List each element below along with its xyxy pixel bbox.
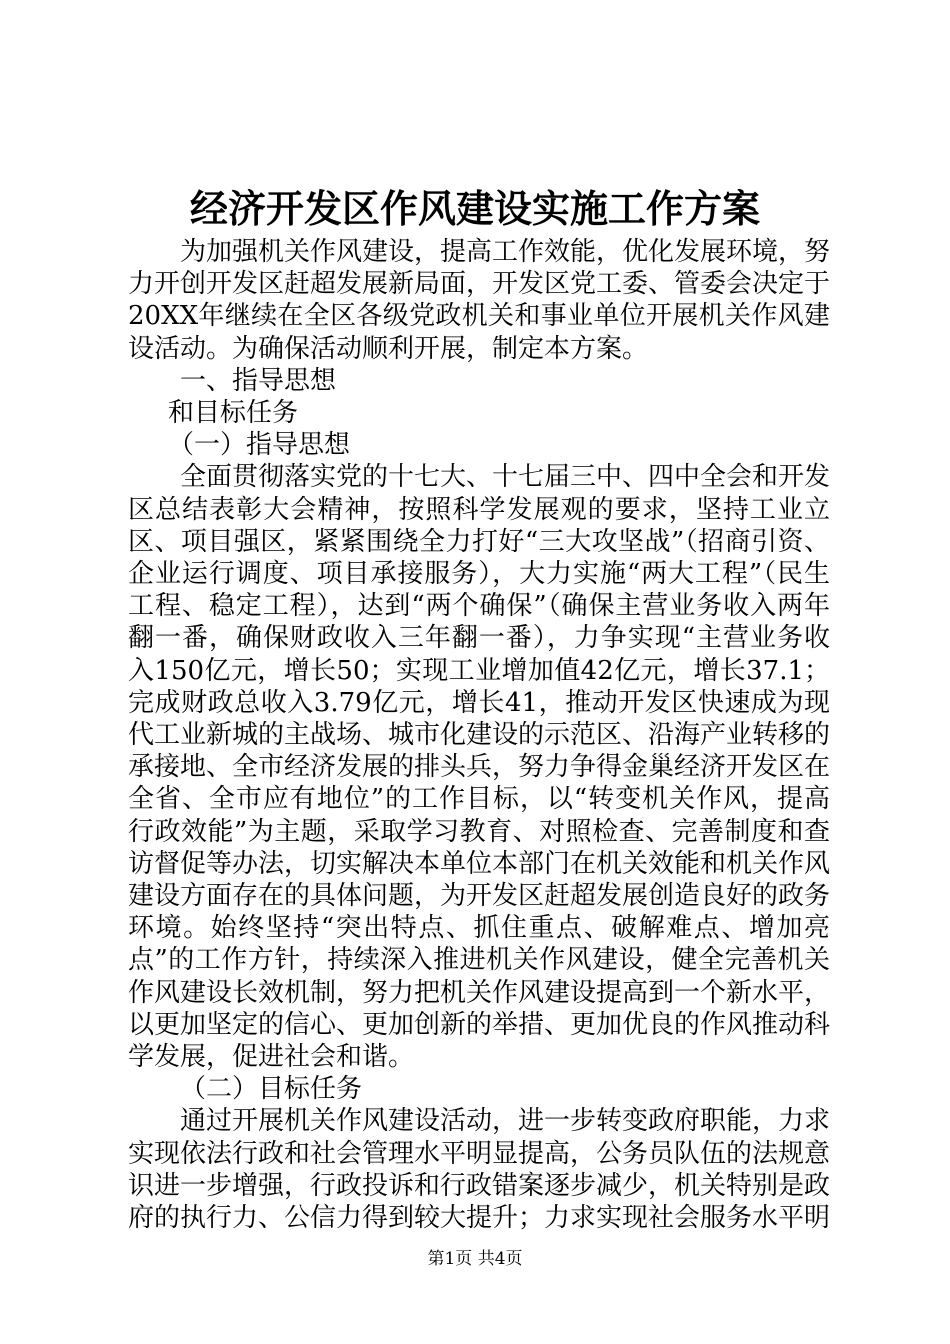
document-title: 经济开发区作风建设实施工作方案 bbox=[189, 186, 760, 231]
subsection-heading-2: （二）目标任务 bbox=[180, 1074, 363, 1105]
guiding-thought-paragraph: 全面贯彻落实党的十七大、十七届三中、四中全会和开发区总结表彰大会精神，按照科学发展观的要求，坚持工业立区、项目强区，紧紧围绕全力打好“三大攻坚战”（招商引资、企业运行调度、项目承接服务），大力实施“两大工程”（民生工程、稳定工程），达到“两个确保”（确保主营业务收入两年翻一番，确保财政收入三年翻一番），力争实现“主营业务收入150亿元，增长50；实现工业增加值42亿元，增长37.1；完成财政总收入3.79亿元，增长41，推动开发区快速成为现代工业新城的主战场、城市化建设的示范区、沿海产业转移的承接地、全市经济发展的排头兵，努力争得金巢经济开发区在全省、全市应有地位”的工作目标，以“转变机关作风，提高行政效能”为主题，采取学习教育、对照检查、完善制度和查访督促等办法，切实解决本单位本部门在机关效能和机关作风建设方面存在的具体问题，为开发区赶超发展创造良好的政务环境。始终坚持“突出特点、抓住重点、破解难点、增加亮点”的工作方针，持续深入推进机关作风建设，健全完善机关作风建设长效机制，努力把机关作风建设提高到一个新水平，以更加坚定的信心、更加创新的举措、更加优良的作风推动科学发展，促进社会和谐。 bbox=[128, 462, 831, 1073]
intro-paragraph: 为加强机关作风建设，提高工作效能，优化发展环境，努力开创开发区赶超发展新局面，开发区党工委、管委会决定于20XX年继续在全区各级党政机关和事业单位开展机关作风建设活动。为确保活动顺利开展，制定本方案。 bbox=[128, 237, 831, 364]
section-heading-1-continued: 和目标任务 bbox=[168, 398, 299, 429]
subsection-heading-1: （一）指导思想 bbox=[168, 430, 351, 461]
document-body bbox=[128, 236, 830, 1234]
section-heading-1: 一、指导思想 bbox=[180, 365, 337, 396]
target-task-paragraph: 通过开展机关作风建设活动，进一步转变政府职能，力求实现依法行政和社会管理水平明显提高，公务员队伍的法规意识进一步增强，行政投诉和行政错案逐步减少，机关特别是政府的执行力、公信力得到较大提升；力求实现社会服务水平明 bbox=[128, 1106, 831, 1234]
page-footer: 第1页 共4页 bbox=[427, 1249, 523, 1269]
